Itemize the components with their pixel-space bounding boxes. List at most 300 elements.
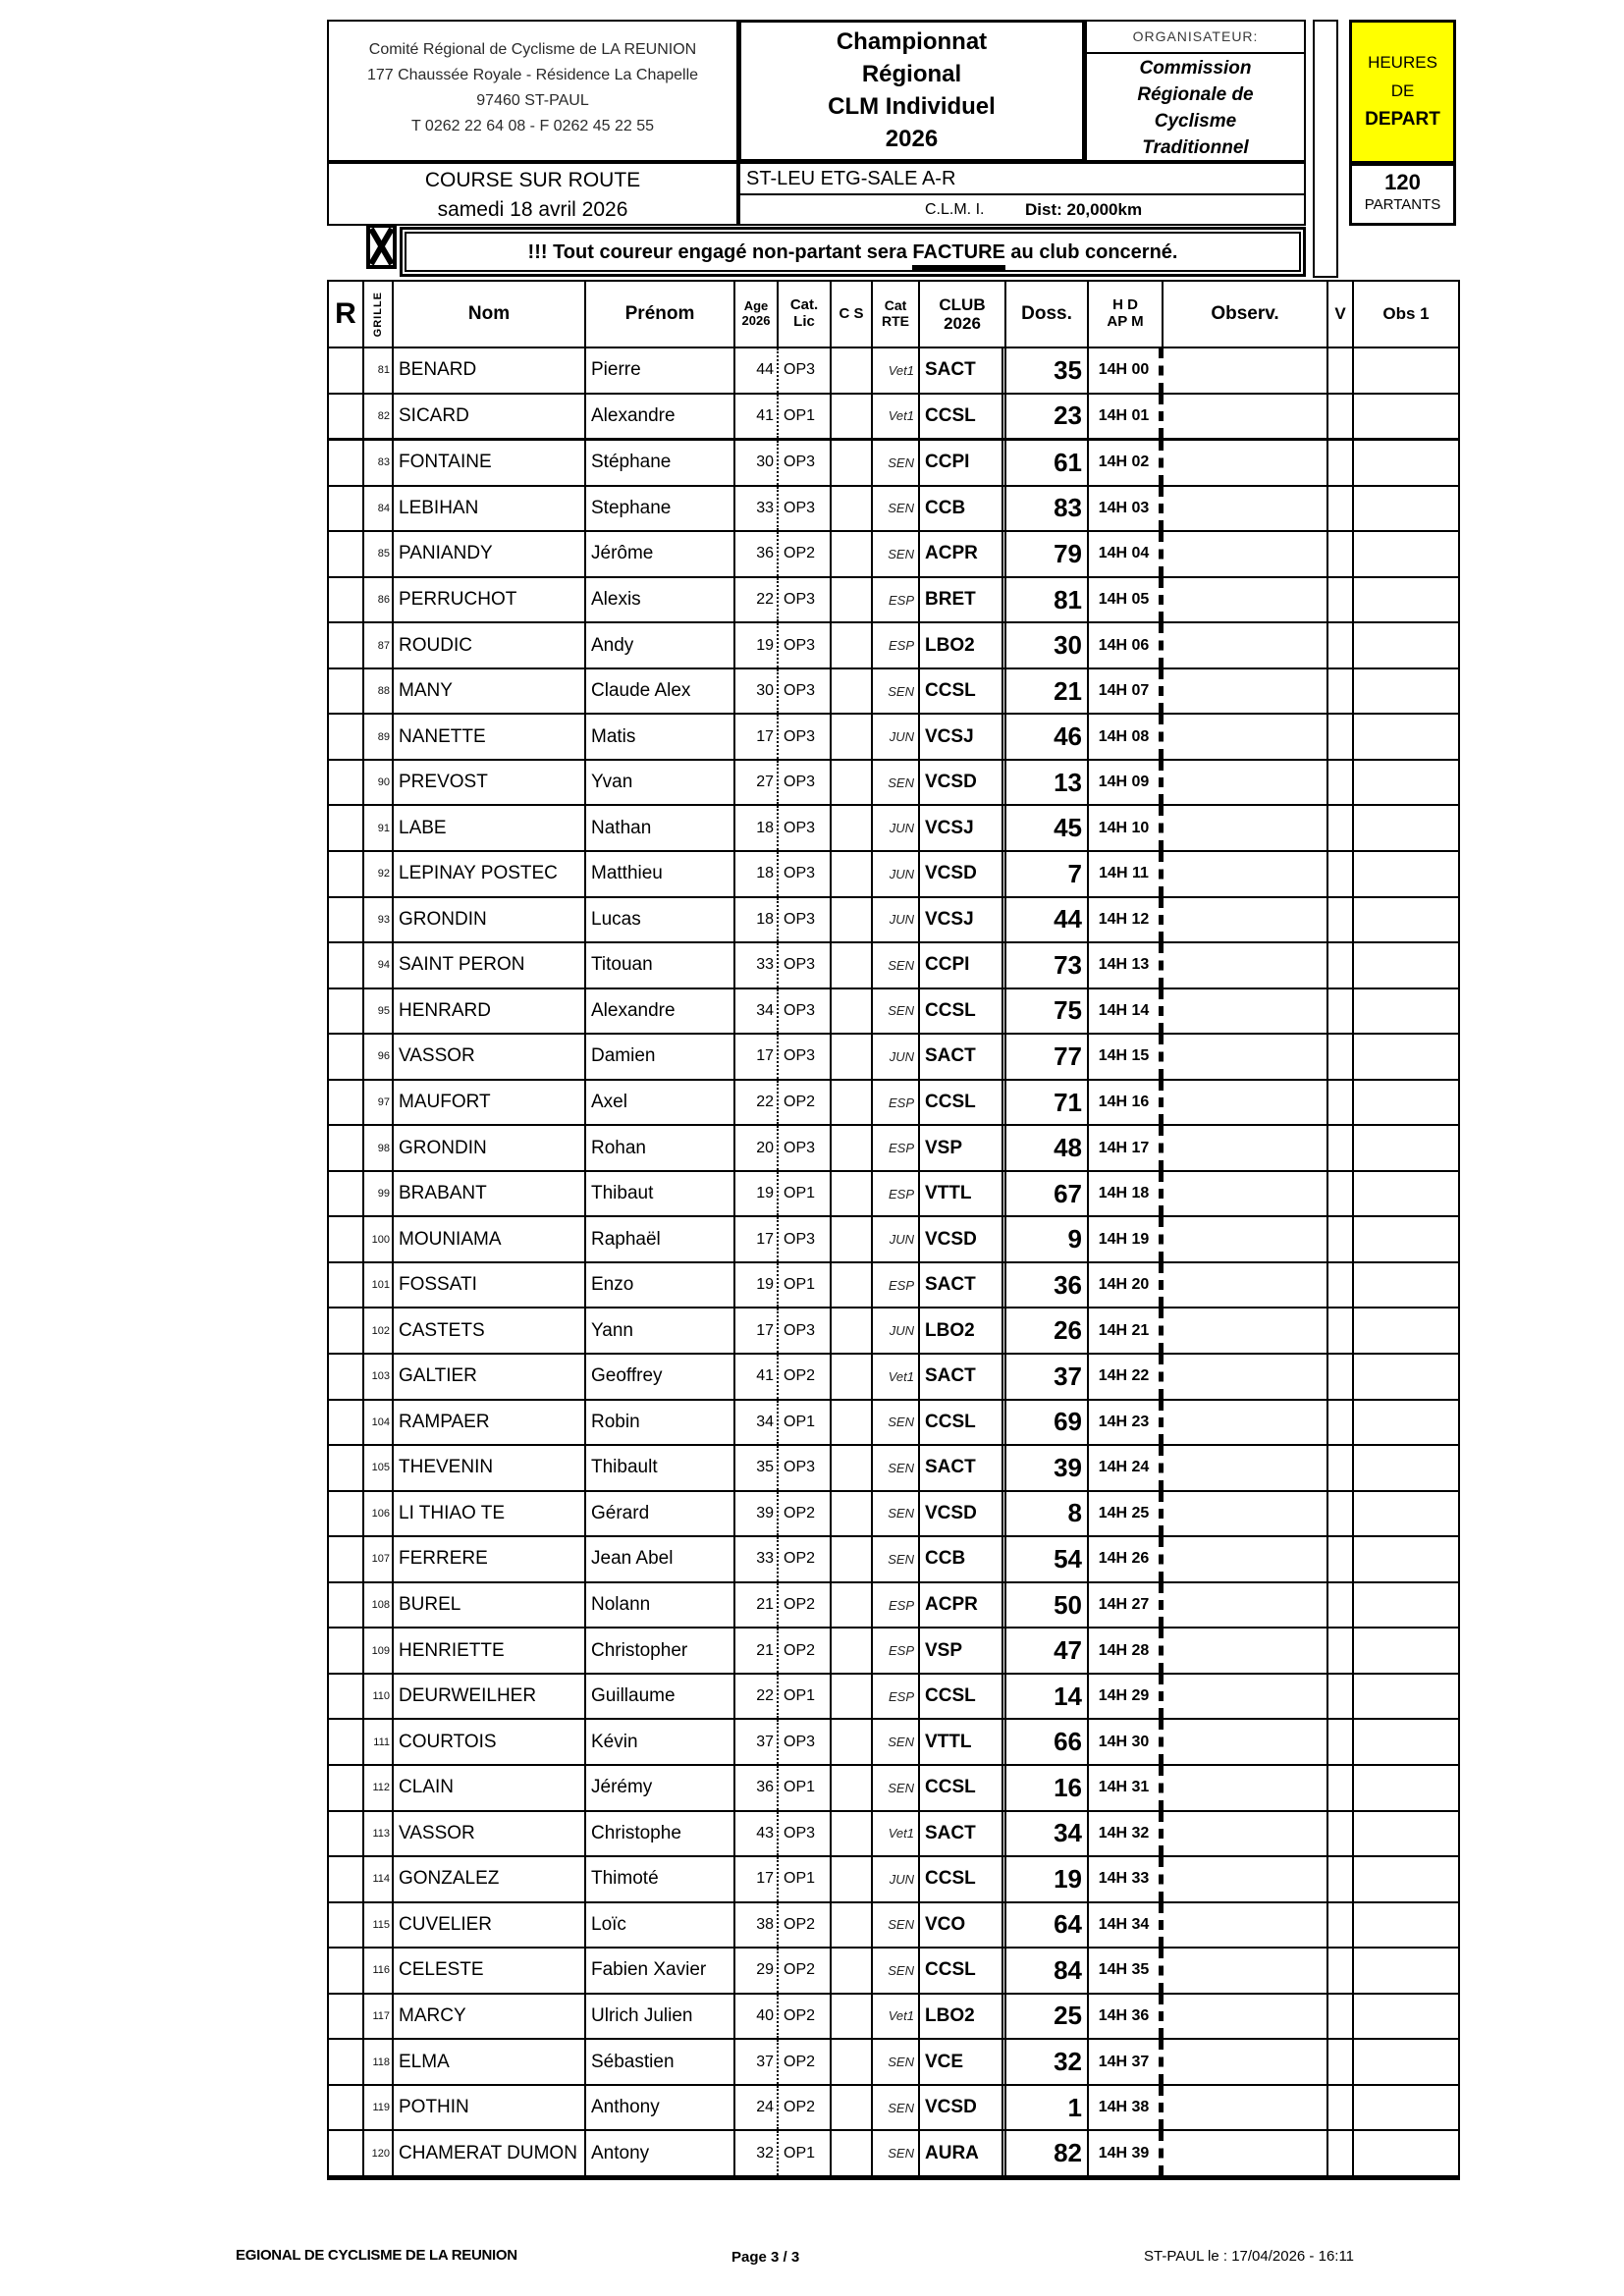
row-number: 119 [364,2086,394,2130]
obs1-cell [1354,2086,1458,2130]
cs-cell [832,2131,873,2175]
rider-lastname: MOUNIAMA [394,1217,586,1261]
club-code: SACT [920,1812,1006,1856]
route-category: JUN [873,1857,920,1901]
rider-age: 33 [735,943,779,988]
table-row [329,2131,1458,2177]
rider-lastname: DEURWEILHER [394,1675,586,1719]
rider-lastname: CHAMERAT DUMON [394,2131,586,2175]
rider-age: 37 [735,1720,779,1764]
cs-cell [832,1126,873,1170]
rider-lastname: BENARD [394,348,586,393]
course-format-row [738,193,1306,226]
rider-age: 17 [735,1308,779,1353]
observ-cell [1164,1172,1328,1216]
observ-cell [1164,578,1328,622]
route-category: JUN [873,1035,920,1079]
rider-lastname: GONZALEZ [394,1857,586,1901]
row-number: 93 [364,898,394,942]
license-category: OP2 [779,1995,832,2039]
r-cell [329,532,364,576]
r-cell [329,1401,364,1445]
route-category: JUN [873,852,920,896]
row-number: 85 [364,532,394,576]
rider-age: 18 [735,852,779,896]
table-header-row [329,282,1458,348]
obs1-cell [1354,532,1458,576]
dossard-number: 48 [1006,1126,1089,1170]
obs1-cell [1354,898,1458,942]
table-row [329,2040,1458,2086]
club-code: VCSD [920,761,1006,805]
starters-label: PARTANTS [1364,196,1441,213]
club-code: VCO [920,1903,1006,1948]
license-category: OP2 [779,1537,832,1581]
club-code: VCSD [920,852,1006,896]
rider-lastname: CLAIN [394,1766,586,1810]
rider-firstname: Jean Abel [586,1537,735,1581]
v-cell [1328,1035,1354,1079]
table-row [329,1537,1458,1583]
r-cell [329,1126,364,1170]
rider-lastname: NANETTE [394,715,586,759]
rider-firstname: Fabien Xavier [586,1949,735,1993]
table-row [329,1720,1458,1766]
r-cell [329,2040,364,2084]
route-category: SEN [873,1537,920,1581]
rider-firstname: Antony [586,2131,735,2175]
license-category: OP3 [779,1126,832,1170]
start-time: 14H 26 [1089,1537,1164,1581]
rider-lastname: CUVELIER [394,1903,586,1948]
table-row [329,852,1458,898]
observ-cell [1164,1629,1328,1673]
organizer-box [1085,20,1306,162]
route-category: JUN [873,898,920,942]
license-category: OP3 [779,1035,832,1079]
cs-cell [832,1492,873,1536]
rider-age: 30 [735,669,779,714]
start-time: 14H 21 [1089,1308,1164,1353]
license-category: OP3 [779,852,832,896]
dossard-number: 69 [1006,1401,1089,1445]
obs1-cell [1354,1492,1458,1536]
r-cell [329,1675,364,1719]
observ-cell [1164,1308,1328,1353]
obs1-cell [1354,1675,1458,1719]
license-category: OP3 [779,1812,832,1856]
rider-age: 33 [735,487,779,531]
r-cell [329,1355,364,1399]
club-code: CCSL [920,1949,1006,1993]
cs-cell [832,2086,873,2130]
rider-age: 22 [735,578,779,622]
rider-firstname: Stéphane [586,441,735,485]
v-cell [1328,2040,1354,2084]
rider-lastname: MANY [394,669,586,714]
r-cell [329,715,364,759]
route-category: JUN [873,806,920,850]
cs-cell [832,623,873,667]
route-category: SEN [873,1766,920,1810]
club-code: CCSL [920,1766,1006,1810]
club-code: CCB [920,487,1006,531]
rider-firstname: Jérémy [586,1766,735,1810]
table-row [329,806,1458,852]
rider-lastname: POTHIN [394,2086,586,2130]
v-cell [1328,1355,1354,1399]
row-number: 96 [364,1035,394,1079]
r-cell [329,1537,364,1581]
dossard-number: 39 [1006,1446,1089,1490]
club-code: CCSL [920,669,1006,714]
rider-lastname: ROUDIC [394,623,586,667]
rider-firstname: Thibault [586,1446,735,1490]
footer-page-number: Page 3 / 3 [731,2249,800,2266]
row-number: 86 [364,578,394,622]
v-cell [1328,348,1354,393]
rider-firstname: Anthony [586,2086,735,2130]
cs-cell [832,1035,873,1079]
cs-cell [832,1355,873,1399]
row-number: 97 [364,1081,394,1125]
cs-cell [832,761,873,805]
warning-text: !!! Tout coureur engagé non-partant sera FACTURE au club concerné. [405,232,1301,272]
v-cell [1328,1812,1354,1856]
license-category: OP1 [779,1172,832,1216]
table-row [329,395,1458,442]
obs1-cell [1354,715,1458,759]
rider-age: 18 [735,898,779,942]
rider-firstname: Andy [586,623,735,667]
start-time: 14H 39 [1089,2131,1164,2175]
r-cell [329,943,364,988]
license-category: OP3 [779,1217,832,1261]
rider-lastname: RAMPAER [394,1401,586,1445]
start-time: 14H 07 [1089,669,1164,714]
rider-age: 17 [735,1035,779,1079]
r-cell [329,441,364,485]
v-cell [1328,1446,1354,1490]
table-row [329,578,1458,624]
observ-cell [1164,989,1328,1034]
v-cell [1328,487,1354,531]
start-time: 14H 19 [1089,1217,1164,1261]
start-time: 14H 36 [1089,1995,1164,2039]
table-row [329,761,1458,807]
cs-cell [832,1308,873,1353]
obs1-cell [1354,348,1458,393]
r-cell [329,1035,364,1079]
dossard-number: 21 [1006,669,1089,714]
rider-age: 34 [735,1401,779,1445]
license-category: OP2 [779,2040,832,2084]
rider-lastname: FOSSATI [394,1263,586,1308]
rider-firstname: Titouan [586,943,735,988]
v-cell [1328,532,1354,576]
cs-cell [832,441,873,485]
dossard-number: 64 [1006,1903,1089,1948]
cs-cell [832,1537,873,1581]
dossard-number: 44 [1006,898,1089,942]
cs-cell [832,1675,873,1719]
dossard-number: 16 [1006,1766,1089,1810]
observ-cell [1164,1583,1328,1628]
r-cell [329,1217,364,1261]
cs-cell [832,806,873,850]
license-category: OP3 [779,1720,832,1764]
r-cell [329,1766,364,1810]
v-cell [1328,989,1354,1034]
rider-age: 39 [735,1492,779,1536]
col-header-v: V [1328,282,1354,347]
license-category: OP3 [779,943,832,988]
route-category: ESP [873,1172,920,1216]
observ-cell [1164,395,1328,439]
observ-cell [1164,1812,1328,1856]
start-time: 14H 23 [1089,1401,1164,1445]
r-cell [329,1172,364,1216]
row-number: 112 [364,1766,394,1810]
cs-cell [832,1263,873,1308]
rider-firstname: Ulrich Julien [586,1995,735,2039]
cs-cell [832,1583,873,1628]
rider-age: 21 [735,1629,779,1673]
v-cell [1328,1263,1354,1308]
observ-cell [1164,1355,1328,1399]
table-row [329,715,1458,761]
rider-firstname: Jérôme [586,532,735,576]
v-cell [1328,2131,1354,2175]
dossard-number: 26 [1006,1308,1089,1353]
rider-lastname: PANIANDY [394,532,586,576]
club-code: VCSJ [920,715,1006,759]
table-row [329,1446,1458,1492]
rider-firstname: Stephane [586,487,735,531]
organizer-name: Commission Régionale de Cyclisme Traditionnel [1137,58,1254,158]
club-code: VTTL [920,1720,1006,1764]
route-category: ESP [873,1263,920,1308]
obs1-cell [1354,1308,1458,1353]
start-list-table [327,280,1460,2180]
row-number: 111 [364,1720,394,1764]
rider-lastname: HENRIETTE [394,1629,586,1673]
club-code: CCPI [920,441,1006,485]
obs1-cell [1354,395,1458,439]
observ-cell [1164,806,1328,850]
v-cell [1328,1492,1354,1536]
route-category: SEN [873,1949,920,1993]
rider-firstname: Matthieu [586,852,735,896]
rider-firstname: Sébastien [586,2040,735,2084]
dossard-number: 79 [1006,532,1089,576]
club-code: VSP [920,1629,1006,1673]
obs1-cell [1354,1537,1458,1581]
route-category: SEN [873,1446,920,1490]
obs1-cell [1354,1857,1458,1901]
dossard-number: 36 [1006,1263,1089,1308]
start-hours-box [1349,20,1456,164]
rider-firstname: Thibaut [586,1172,735,1216]
license-category: OP1 [779,1263,832,1308]
rider-lastname: LABE [394,806,586,850]
route-category: SEN [873,532,920,576]
observ-cell [1164,487,1328,531]
r-cell [329,1492,364,1536]
club-code: VCSD [920,2086,1006,2130]
table-row [329,348,1458,395]
obs1-cell [1354,1217,1458,1261]
observ-cell [1164,715,1328,759]
rider-age: 17 [735,715,779,759]
rider-firstname: Claude Alex [586,669,735,714]
dossard-number: 7 [1006,852,1089,896]
row-number: 115 [364,1903,394,1948]
row-number: 83 [364,441,394,485]
v-cell [1328,1720,1354,1764]
rider-firstname: Christopher [586,1629,735,1673]
rider-age: 24 [735,2086,779,2130]
hours-line1: HEURES [1368,53,1437,72]
observ-cell [1164,1446,1328,1490]
route-category: Vet1 [873,1812,920,1856]
v-cell [1328,578,1354,622]
start-time: 14H 16 [1089,1081,1164,1125]
v-cell [1328,1217,1354,1261]
route-category: ESP [873,623,920,667]
club-code: VCSD [920,1217,1006,1261]
observ-cell [1164,1492,1328,1536]
club-code: VCSJ [920,806,1006,850]
r-cell [329,578,364,622]
rider-age: 22 [735,1081,779,1125]
rider-firstname: Alexis [586,578,735,622]
rider-lastname: COURTOIS [394,1720,586,1764]
v-cell [1328,1857,1354,1901]
row-number: 102 [364,1308,394,1353]
rider-lastname: GRONDIN [394,1126,586,1170]
obs1-cell [1354,852,1458,896]
rider-firstname: Kévin [586,1720,735,1764]
event-title-line4: 2026 [885,126,939,152]
row-number: 108 [364,1583,394,1628]
table-row [329,1857,1458,1903]
cs-cell [832,348,873,393]
route-category: ESP [873,1675,920,1719]
license-category: OP1 [779,2131,832,2175]
dossard-number: 61 [1006,441,1089,485]
observ-cell [1164,623,1328,667]
course-distance: Dist: 20,000km [1025,200,1143,219]
license-category: OP2 [779,2086,832,2130]
club-code: AURA [920,2131,1006,2175]
start-list-body [329,348,1458,2177]
course-route: ST-LEU ETG-SALE A-R [738,162,1306,195]
dossard-number: 47 [1006,1629,1089,1673]
table-row [329,1583,1458,1629]
route-category: SEN [873,1720,920,1764]
rider-age: 29 [735,1949,779,1993]
club-code: CCSL [920,1401,1006,1445]
start-time: 14H 09 [1089,761,1164,805]
r-cell [329,623,364,667]
rider-lastname: BRABANT [394,1172,586,1216]
v-cell [1328,1401,1354,1445]
dossard-number: 84 [1006,1949,1089,1993]
rider-age: 35 [735,1446,779,1490]
rider-lastname: SICARD [394,395,586,439]
row-number: 89 [364,715,394,759]
observ-cell [1164,852,1328,896]
route-category: ESP [873,1583,920,1628]
r-cell [329,898,364,942]
dossard-number: 54 [1006,1537,1089,1581]
route-category: SEN [873,2131,920,2175]
table-row [329,1126,1458,1172]
rider-age: 37 [735,2040,779,2084]
obs1-cell [1354,1172,1458,1216]
race-date: samedi 18 avril 2026 [437,198,628,221]
club-code: CCSL [920,395,1006,439]
start-time: 14H 33 [1089,1857,1164,1901]
table-row [329,1675,1458,1721]
route-category: SEN [873,761,920,805]
cs-cell [832,1629,873,1673]
r-cell [329,1308,364,1353]
license-category: OP1 [779,1401,832,1445]
obs1-cell [1354,578,1458,622]
club-code: ACPR [920,532,1006,576]
col-header-nom: Nom [394,282,586,347]
rider-lastname: FONTAINE [394,441,586,485]
committee-street: 177 Chaussée Royale - Résidence La Chapelle [366,67,699,83]
v-cell [1328,1995,1354,2039]
license-category: OP1 [779,1857,832,1901]
footer-print-date: ST-PAUL le : 17/04/2026 - 16:11 [1144,2248,1355,2265]
cs-cell [832,1949,873,1993]
rider-age: 33 [735,1537,779,1581]
observ-cell [1164,1401,1328,1445]
start-time: 14H 32 [1089,1812,1164,1856]
row-number: 81 [364,348,394,393]
event-title-box [738,20,1085,162]
obs1-cell [1354,943,1458,988]
rider-lastname: PERRUCHOT [394,578,586,622]
cs-cell [832,1172,873,1216]
rider-firstname: Guillaume [586,1675,735,1719]
license-category: OP2 [779,1492,832,1536]
table-row [329,1949,1458,1995]
dossard-number: 67 [1006,1172,1089,1216]
obs1-cell [1354,487,1458,531]
obs1-cell [1354,1446,1458,1490]
start-time: 14H 04 [1089,532,1164,576]
rider-lastname: LI THIAO TE [394,1492,586,1536]
dossard-number: 13 [1006,761,1089,805]
v-cell [1328,1629,1354,1673]
start-time: 14H 15 [1089,1035,1164,1079]
v-cell [1328,1583,1354,1628]
table-row [329,1492,1458,1538]
observ-cell [1164,1995,1328,2039]
rider-firstname: Damien [586,1035,735,1079]
r-cell [329,669,364,714]
table-row [329,989,1458,1036]
obs1-cell [1354,1995,1458,2039]
r-cell [329,1583,364,1628]
v-cell [1328,715,1354,759]
dossard-number: 14 [1006,1675,1089,1719]
